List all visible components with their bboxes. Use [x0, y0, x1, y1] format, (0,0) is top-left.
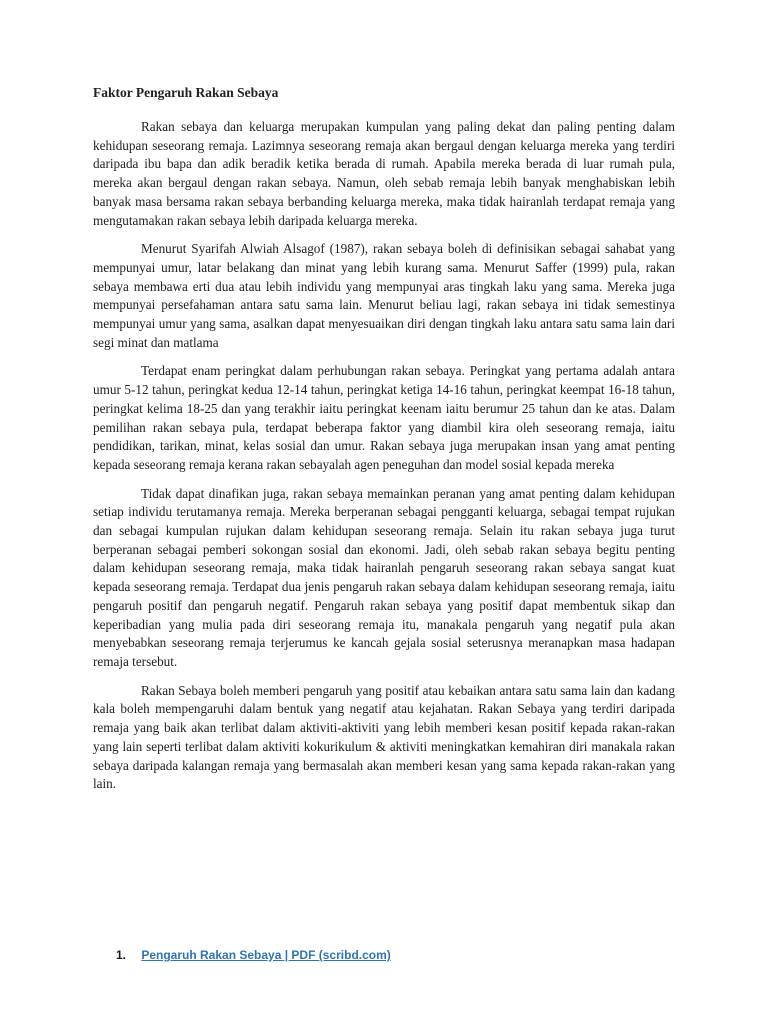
- paragraph-5: Rakan Sebaya boleh memberi pengaruh yang positif atau kebaikan antara satu sama lain dan kadang kala boleh mempengaruhi dalam bentuk yang negatif atau kejahatan. Rakan Sebaya yang terdiri daripada remaja yang baik akan terlibat dalam aktiviti-aktiviti yang lebih memberi kesan positif kepada rakan-rakan yang lain seperti terlibat dalam aktiviti kokurikulum & aktiviti meningkatkan kemahiran diri manakala rakan sebaya daripada kalangan remaja yang bermasalah akan memberi kesan yang sama kepada rakan-rakan yang lain.: [93, 682, 675, 792]
- paragraph-2: Menurut Syarifah Alwiah Alsagof (1987), rakan sebaya boleh di definisikan sebagai sahabat yang mempunyai umur, latar belakang dan minat yang lebih kurang sama. Menurut Saffer (1999) pula, rakan sebaya membawa erti dua atau lebih individu yang mempunyai aras tingkah laku yang sama. Mereka juga mempunyai persefahaman antara satu sama lain. Menurut beliau lagi, rakan sebaya ini tidak semestinya mempunyai umur yang sama, asalkan dapat menyesuaikan diri dengan tingkah laku antara satu sama lain dari segi minat dan matlama: [93, 241, 675, 350]
- reference-link[interactable]: Pengaruh Rakan Sebaya | PDF (scribd.com): [141, 948, 391, 962]
- paragraph-4: Tidak dapat dinafikan juga, rakan sebaya memainkan peranan yang amat penting dalam kehidupan setiap individu terutamanya remaja. Mereka berperanan sebagai pengganti keluarga, sebagai tempat rujukan dan sebagai kumpulan rujukan dalam kehidupan seseorang remaja. Selain itu rakan sebaya juga turut berperanan sebagai pemberi sokongan sosial dan ekonomi. Jadi, oleh sebab rakan sebaya begitu penting dalam kehidupan seseorang remaja, maka tidak hairanlah pengaruh seseorang rakan sebaya sangat kuat kepada seseorang remaja. Terdapat dua jenis pengaruh rakan sebaya dalam kehidupan seseorang remaja, iaitu pengaruh positif dan pengaruh negatif. Pengaruh rakan sebaya yang positif dapat membentuk sikap dan keperibadian yang mulia pada diri seseorang remaja itu, manakala pengaruh yang negatif pula akan menyebabkan seseorang remaja terjerumus ke kancah gejala sosial seterusnya meranapkan masa hadapan remaja tersebut.: [93, 485, 675, 669]
- reference-number: 1.: [116, 948, 127, 962]
- paragraph-1: Rakan sebaya dan keluarga merupakan kumpulan yang paling dekat dan paling penting dalam kehidupan seseorang remaja. Lazimnya seseorang remaja akan bergaul dengan keluarga mereka yang terdiri daripada ibu bapa dan adik beradik ketika berada di rumah. Apabila mereka berada di luar rumah pula, mereka akan bergaul dengan rakan sebaya. Namun, oleh sebab remaja lebih banyak menghabiskan lebih banyak masa bersama rakan sebaya berbanding keluarga mereka, maka tidak hairanlah terdapat remaja yang mengutamakan rakan sebaya lebih daripada keluarga mereka.: [93, 119, 675, 228]
- reference-item: [116, 946, 391, 964]
- document-title: Faktor Pengaruh Rakan Sebaya: [93, 85, 279, 100]
- paragraph-3: Terdapat enam peringkat dalam perhubungan rakan sebaya. Peringkat yang pertama adalah antara umur 5-12 tahun, peringkat kedua 12-14 tahun, peringkat ketiga 14-16 tahun, peringkat keempat 16-18 tahun, peringkat kelima 18-25 dan yang terakhir iaitu peringkat keenam iaitu berumur 25 tahun dan ke atas. Dalam pemilihan rakan sebaya pula, terdapat beberapa faktor yang diambil kira oleh seseorang remaja, iaitu pendidikan, tarikan, minat, kelas sosial dan umur. Rakan sebaya juga merupakan insan yang amat penting kepada seseorang remaja kerana rakan sebayalah agen peneguhan dan model sosial kepada mereka: [93, 363, 675, 472]
- document-body: [93, 84, 675, 804]
- reference-list: [116, 946, 391, 964]
